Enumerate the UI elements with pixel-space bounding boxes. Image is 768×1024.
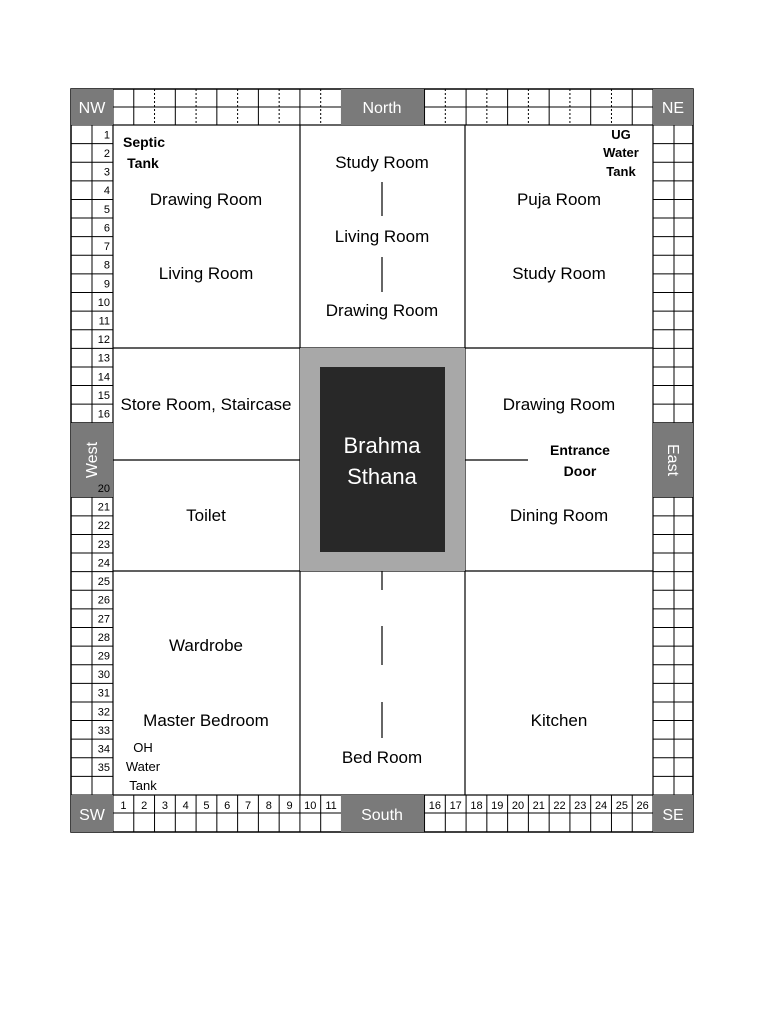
south-number-label: 2 [141, 800, 148, 812]
south-number-label: 22 [553, 800, 566, 812]
south-number-label: 11 [325, 800, 337, 812]
west-number-label: 9 [103, 278, 110, 291]
brahma-sthana-core [320, 367, 445, 552]
ne-ug-label-3: Tank [606, 164, 636, 179]
sw-oh-label-2: Water [125, 759, 161, 774]
west-number-label: 29 [97, 650, 110, 663]
south-number-label: 26 [636, 800, 649, 812]
west-number-label: 31 [97, 687, 110, 700]
west-number-label: 26 [97, 594, 110, 607]
south-number-label: 21 [532, 800, 545, 812]
west-number-label: 14 [97, 371, 110, 384]
sw-oh-label-3: Tank [129, 778, 157, 793]
ne-ug-label-2: Water [603, 145, 639, 160]
west-number-label: 2 [103, 148, 110, 161]
west-number-label: 32 [97, 706, 110, 719]
direction-south-label: South [361, 807, 403, 824]
n-living-room: Living Room [334, 227, 430, 246]
west-number-label: 5 [103, 203, 110, 216]
south-number-label: 20 [511, 800, 525, 812]
west-number-label: 13 [97, 352, 110, 365]
direction-west-label: West [84, 441, 101, 479]
west-number-label: 25 [97, 576, 110, 589]
brahma-sthana-label-2: Sthana [347, 464, 417, 489]
south-number-label: 6 [224, 800, 231, 812]
south-number-label: 18 [470, 800, 483, 812]
direction-north-label: North [362, 100, 402, 117]
south-number-label: 23 [574, 800, 587, 812]
west-number-label: 8 [103, 259, 110, 272]
west-number-label: 12 [97, 334, 110, 347]
south-number-label: 17 [449, 800, 462, 812]
west-number-label: 10 [97, 296, 110, 309]
corner-sw-label: SW [79, 807, 105, 824]
west-number-label: 23 [97, 538, 110, 551]
west-number-label: 28 [97, 631, 110, 644]
south-number-label: 25 [615, 800, 628, 812]
west-number-label: 30 [97, 669, 110, 682]
south-number-label: 7 [244, 800, 252, 812]
west-number-label: 22 [97, 520, 110, 533]
west-number-label: 4 [103, 185, 110, 198]
west-number-label: 27 [97, 613, 110, 626]
sw-oh-label-1: OH [133, 740, 153, 755]
corner-ne-label: NE [661, 100, 685, 117]
nw-drawing-room: Drawing Room [149, 190, 263, 209]
south-number-label: 8 [265, 800, 272, 812]
n-drawing-room: Drawing Room [325, 301, 439, 320]
west-number-label: 6 [103, 222, 110, 235]
se-kitchen: Kitchen [530, 711, 588, 730]
corner-se-label: SE [662, 807, 684, 824]
direction-east-label: East [664, 443, 681, 477]
south-number-label: 19 [491, 800, 504, 812]
west-number-label: 11 [98, 315, 110, 328]
south-number-label: 5 [203, 800, 210, 812]
west-number-label: 20 [97, 483, 110, 496]
south-number-label: 4 [182, 800, 189, 812]
west-number-label: 33 [97, 724, 110, 737]
south-number-label: 9 [286, 800, 293, 812]
e-entrance-label-1: Entrance [550, 442, 610, 458]
west-number-label: 1 [103, 129, 110, 142]
west-number-label: 16 [97, 408, 110, 421]
ne-ug-label-1: UG [611, 127, 631, 142]
e-drawing-room: Drawing Room [502, 395, 616, 414]
corner-nw-label: NW [78, 100, 106, 117]
west-number-label: 3 [103, 166, 110, 179]
sw-master-bedroom: Master Bedroom [143, 711, 269, 730]
n-study-room: Study Room [335, 153, 429, 172]
south-number-label: 10 [304, 800, 317, 812]
w-store-room: Store Room, Staircase [120, 395, 292, 414]
west-number-label: 15 [97, 389, 110, 402]
e-entrance-label-2: Door [563, 463, 597, 479]
ne-study-room: Study Room [512, 264, 606, 283]
nw-living-room: Living Room [158, 264, 254, 283]
west-number-label: 7 [103, 241, 110, 254]
west-number-label: 21 [97, 501, 110, 514]
sw-wardrobe: Wardrobe [168, 636, 244, 655]
e-dining-room: Dining Room [509, 506, 609, 525]
nw-septic-label-2: Tank [127, 155, 159, 171]
south-number-label: 3 [161, 800, 168, 812]
south-number-label: 24 [594, 800, 608, 812]
south-number-label: 1 [120, 800, 127, 812]
south-number-label: 16 [428, 800, 442, 812]
brahma-sthana-label-1: Brahma [343, 433, 421, 458]
s-bed-room: Bed Room [341, 748, 423, 767]
west-number-label: 34 [97, 743, 110, 756]
nw-septic-label-1: Septic [122, 134, 166, 150]
west-number-label: 24 [97, 557, 110, 570]
ne-puja-room: Puja Room [516, 190, 602, 209]
west-number-label: 35 [97, 762, 110, 775]
w-toilet: Toilet [186, 506, 226, 525]
